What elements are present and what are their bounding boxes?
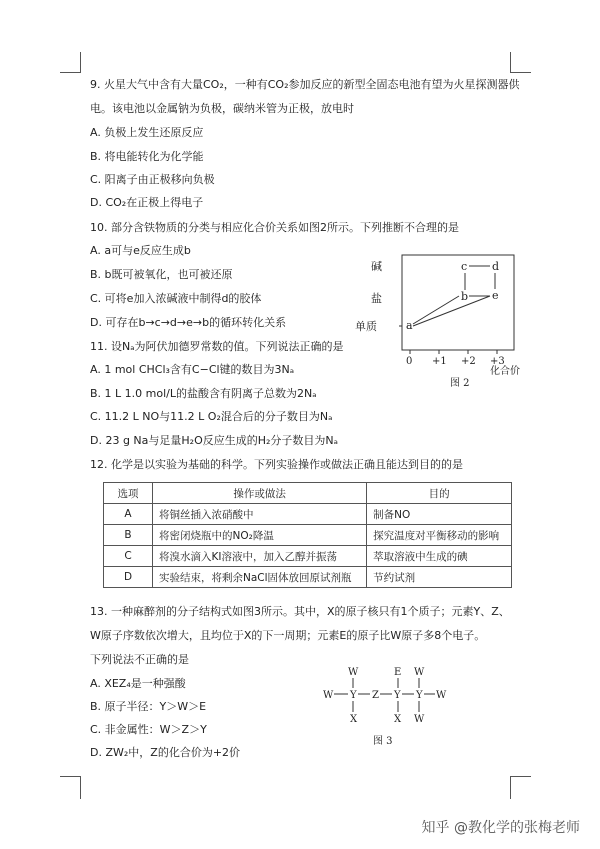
crop-mark-top-left (60, 52, 81, 73)
fig3-atom-z: Z (372, 690, 379, 701)
fig2-xtick-3: +3 (490, 356, 505, 367)
crop-mark-top-right (510, 52, 531, 73)
figure-3-molecule-structure (315, 662, 455, 752)
fig2-caption: 图 2 (450, 378, 470, 389)
q10-option-d: D. 可存在b→c→d→e→b的循环转化关系 (90, 316, 287, 329)
table-cell-purpose: 制备NO (367, 504, 512, 525)
table-cell-operation: 将密闭烧瓶中的NO₂降温 (153, 525, 367, 546)
q9-stem-line2: 电。该电池以金属钠为负极，碳纳米管为正极，放电时 (90, 102, 354, 115)
fig3-atom-y-2: Y (394, 690, 401, 701)
table-row (104, 525, 512, 546)
q9-option-a: A. 负极上发生还原反应 (90, 126, 204, 139)
fig2-ylabel-salt: 盐 (371, 292, 382, 305)
crop-mark-bottom-right (510, 776, 531, 799)
q10-option-b: B. b既可被氧化，也可被还原 (90, 268, 233, 281)
fig3-atom-x-bottom-mid: X (394, 714, 402, 725)
fig3-atom-w-right: W (436, 690, 447, 701)
fig2-point-d: d (492, 260, 500, 273)
table-cell-option: A (104, 504, 153, 525)
table-cell-operation: 将溴水滴入KI溶液中，加入乙醇并振荡 (153, 546, 367, 567)
fig3-atom-y-1: Y (350, 690, 357, 701)
fig2-xaxis-title: 化合价 (490, 366, 520, 377)
table-header-operation: 操作或做法 (153, 483, 367, 504)
q11-option-d: D. 23 g Na与足量H₂O反应生成的H₂分子数目为Nₐ (90, 434, 338, 447)
table-cell-purpose: 萃取溶液中生成的碘 (367, 546, 512, 567)
fig3-atom-w-left: W (323, 690, 334, 701)
table-cell-operation: 将铜丝插入浓硝酸中 (153, 504, 367, 525)
fig3-caption: 图 3 (373, 736, 393, 747)
fig2-point-a: a (406, 319, 413, 332)
figure-2-iron-valence-diagram (355, 250, 530, 390)
fig3-atom-y-3: Y (416, 690, 423, 701)
table-cell-option: D (104, 567, 153, 588)
table-cell-purpose: 探究温度对平衡移动的影响 (367, 525, 512, 546)
table-header-option: 选项 (104, 483, 153, 504)
q13-option-c: C. 非金属性：W＞Z＞Y (90, 723, 207, 736)
fig3-atom-e-top: E (394, 667, 402, 678)
q9-option-b: B. 将电能转化为化学能 (90, 150, 204, 163)
q11-option-a: A. 1 mol CHCl₃含有C−Cl键的数目为3Nₐ (90, 363, 295, 376)
fig2-point-c: c (461, 260, 468, 273)
fig2-xtick-0: 0 (406, 356, 413, 367)
table-header-row (104, 483, 512, 504)
fig3-atom-w-top-right: W (414, 667, 425, 678)
q10-option-a: A. a可与e反应生成b (90, 244, 191, 257)
q12-stem: 12. 化学是以实验为基础的科学。下列实验操作或做法正确且能达到目的的是 (90, 458, 463, 471)
q11-option-b: B. 1 L 1.0 mol/L的盐酸含有阴离子总数为2Nₐ (90, 387, 317, 400)
q10-option-c: C. 可将e加入浓碱液中制得d的胶体 (90, 292, 262, 305)
q9-option-d: D. CO₂在正极上得电子 (90, 196, 204, 209)
q12-experiment-table (103, 482, 512, 588)
q9-stem-line1: 9. 火星大气中含有大量CO₂，一种有CO₂参加反应的新型全固态电池有望为火星探测器供 (90, 78, 520, 91)
fig3-atom-w-top-left: W (348, 667, 359, 678)
q11-option-c: C. 11.2 L NO与11.2 L O₂混合后的分子数目为Nₐ (90, 410, 333, 423)
table-cell-purpose: 节约试剂 (367, 567, 512, 588)
table-cell-operation: 实验结束，将剩余NaCl固体放回原试剂瓶 (153, 567, 367, 588)
table-row (104, 504, 512, 525)
fig2-point-e: e (492, 289, 499, 302)
table-row (104, 546, 512, 567)
fig2-ylabel-base: 碱 (371, 260, 382, 273)
q13-option-a: A. XEZ₄是一种强酸 (90, 677, 186, 690)
q11-stem: 11. 设Nₐ为阿伏加德罗常数的值。下列说法正确的是 (90, 340, 344, 353)
q9-option-c: C. 阳离子由正极移向负极 (90, 173, 215, 186)
fig2-xtick-2: +2 (461, 356, 476, 367)
fig2-xtick-1: +1 (432, 356, 447, 367)
q13-stem-line2: W原子序数依次增大，且均位于X的下一周期；元素E的原子比W原子多8个电子。 (90, 629, 486, 642)
q10-stem: 10. 部分含铁物质的分类与相应化合价关系如图2所示。下列推断不合理的是 (90, 221, 459, 234)
q13-stem-line1: 13. 一种麻醉剂的分子结构式如图3所示。其中，X的原子核只有1个质子；元素Y、Z、 (90, 605, 510, 618)
table-cell-option: B (104, 525, 153, 546)
table-cell-option: C (104, 546, 153, 567)
fig3-atom-w-bottom-right: W (414, 714, 425, 725)
fig3-atom-x-bottom-left: X (350, 714, 358, 725)
q13-stem-line3: 下列说法不正确的是 (90, 653, 189, 666)
table-header-purpose: 目的 (367, 483, 512, 504)
fig2-point-b: b (461, 290, 469, 303)
fig2-ylabel-element: 单质 (355, 320, 377, 333)
q13-option-b: B. 原子半径：Y＞W＞E (90, 700, 207, 713)
table-row (104, 567, 512, 588)
q13-option-d: D. ZW₂中，Z的化合价为+2价 (90, 746, 241, 759)
crop-mark-bottom-left (60, 776, 81, 799)
footer-watermark: 知乎 @教化学的张梅老师 (421, 820, 580, 836)
